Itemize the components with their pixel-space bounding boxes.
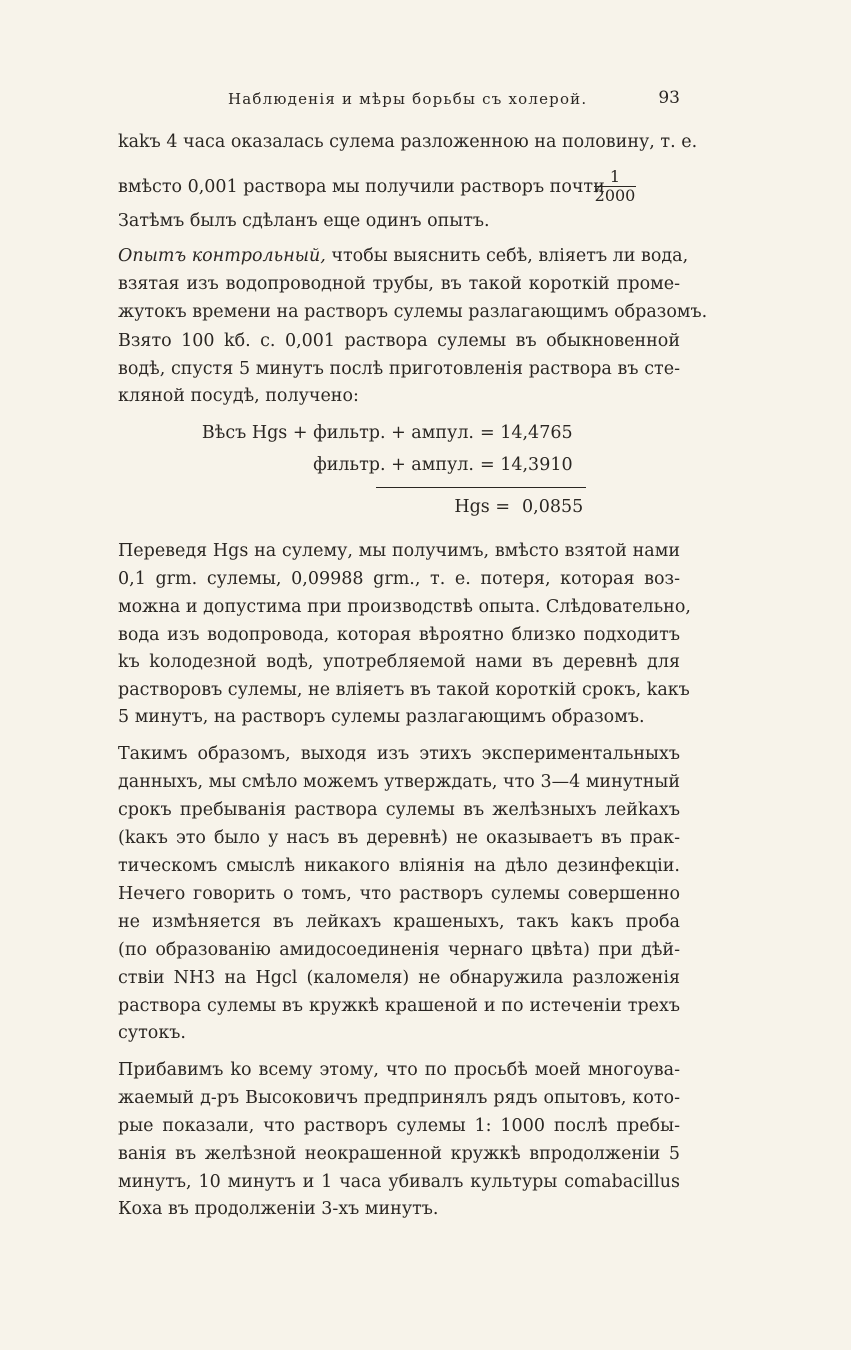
- text-line: ствіи NH3 на Hgcl (каломеля) не обнаружила разложенія: [118, 968, 680, 988]
- fraction-numerator: 1: [609, 167, 621, 186]
- equation-row-2-value: = 14,3910: [480, 455, 573, 475]
- equation-row-1-label: Вѣсъ Hgs + фильтр. + ампул.: [201, 423, 474, 443]
- text-line: Затѣмъ былъ сдѣланъ еще одинъ опытъ.: [118, 211, 490, 231]
- text-line: сутокъ.: [118, 1023, 186, 1043]
- text-line: ванія въ желѣзной неокрашенной кружкѣ впродолженіи 5: [118, 1144, 680, 1164]
- equation-rule: [376, 487, 586, 488]
- text-line: кляной посудѣ, получено:: [118, 386, 359, 406]
- text-line: (kакъ это было у насъ въ деревнѣ) не оказываетъ въ прак-: [118, 828, 680, 848]
- text-line: 0,1 grm. сулемы, 0,09988 grm., т. е. потеря, которая воз-: [118, 569, 680, 589]
- fraction: [590, 168, 640, 205]
- text-line: минутъ, 10 минутъ и 1 часа убивалъ культуры comabacillus: [118, 1172, 680, 1192]
- fraction-denominator: 2000: [594, 186, 636, 205]
- text-line: взятая изъ водопроводной трубы, въ такой короткій проме-: [118, 274, 680, 294]
- text-line: не измѣняется въ лейкахъ крашеныхъ, такъ kакъ проба: [118, 912, 680, 932]
- text-line: Переведя Hgs на сулему, мы получимъ, вмѣсто взятой нами: [118, 541, 680, 561]
- header-title: Наблюденія и мѣры борьбы съ холерой.: [228, 90, 588, 108]
- text-line: можна и допустима при производствѣ опыта. Слѣдовательно,: [118, 597, 691, 617]
- text-line: вода изъ водопровода, которая вѣроятно близко подходитъ: [118, 625, 680, 645]
- text-line: Прибавимъ kо всему этому, что по просьбѣ моей многоува-: [118, 1060, 680, 1080]
- text-line: kъ kолодезной водѣ, употребляемой нами въ деревнѣ для: [118, 652, 680, 672]
- text-fragment: чтобы выяснить себѣ, вліяетъ ли вода,: [331, 246, 689, 266]
- text-line: Нечего говорить о томъ, что растворъ сулемы совершенно: [118, 884, 680, 904]
- text-line: растворовъ сулемы, не вліяетъ въ такой короткій срокъ, kакъ: [118, 680, 690, 700]
- text-line: жаемый д-ръ Высоковичъ предпринялъ рядъ опытовъ, кото-: [118, 1088, 680, 1108]
- text-line: kakъ 4 часа оказалась сулема разложенною на половину, т. е.: [118, 132, 698, 152]
- text-line: вмѣсто 0,001 раствора мы получили растворъ почти: [118, 177, 605, 197]
- text-line: Взято 100 kб. c. 0,001 раствора сулемы въ обыкновенной: [118, 331, 680, 351]
- text-line: 5 минутъ, на растворъ сулемы разлагающимъ образомъ.: [118, 707, 645, 727]
- text-line: Такимъ образомъ, выходя изъ этихъ экспериментальныхъ: [118, 744, 680, 764]
- text-line: водѣ, спустя 5 минутъ послѣ приготовленія раствора въ сте-: [118, 359, 680, 379]
- running-header: [118, 86, 680, 116]
- italic-lead: Опытъ контрольный,: [118, 246, 326, 266]
- text-line: (по образованію амидосоединенія чернаго цвѣта) при дѣй-: [118, 940, 680, 960]
- text-line: Коха въ продолженіи 3-хъ минутъ.: [118, 1199, 439, 1219]
- equation-result-label: Hgs =: [454, 497, 510, 517]
- equation-row-2-label: фильтр. + ампул.: [313, 455, 474, 475]
- text-line: данныхъ, мы смѣло можемъ утверждать, что 3—4 минутный: [118, 772, 680, 792]
- page-number: 93: [658, 88, 680, 108]
- equation-result-value: 0,0855: [522, 497, 584, 517]
- text-line: раствора сулемы въ кружкѣ крашеной и по истеченіи трехъ: [118, 996, 680, 1016]
- text-line: срокъ пребыванія раствора сулемы въ желѣзныхъ лейkахъ: [118, 800, 680, 820]
- text-line: жутокъ времени на растворъ сулемы разлагающимъ образомъ.: [118, 302, 708, 322]
- text-line: тическомъ смыслѣ никакого вліянія на дѣло дезинфекціи.: [118, 856, 680, 876]
- text-line: [118, 245, 689, 267]
- equation-row-1-value: = 14,4765: [480, 423, 573, 443]
- text-line: рые показали, что растворъ сулемы 1: 1000 послѣ пребы-: [118, 1116, 680, 1136]
